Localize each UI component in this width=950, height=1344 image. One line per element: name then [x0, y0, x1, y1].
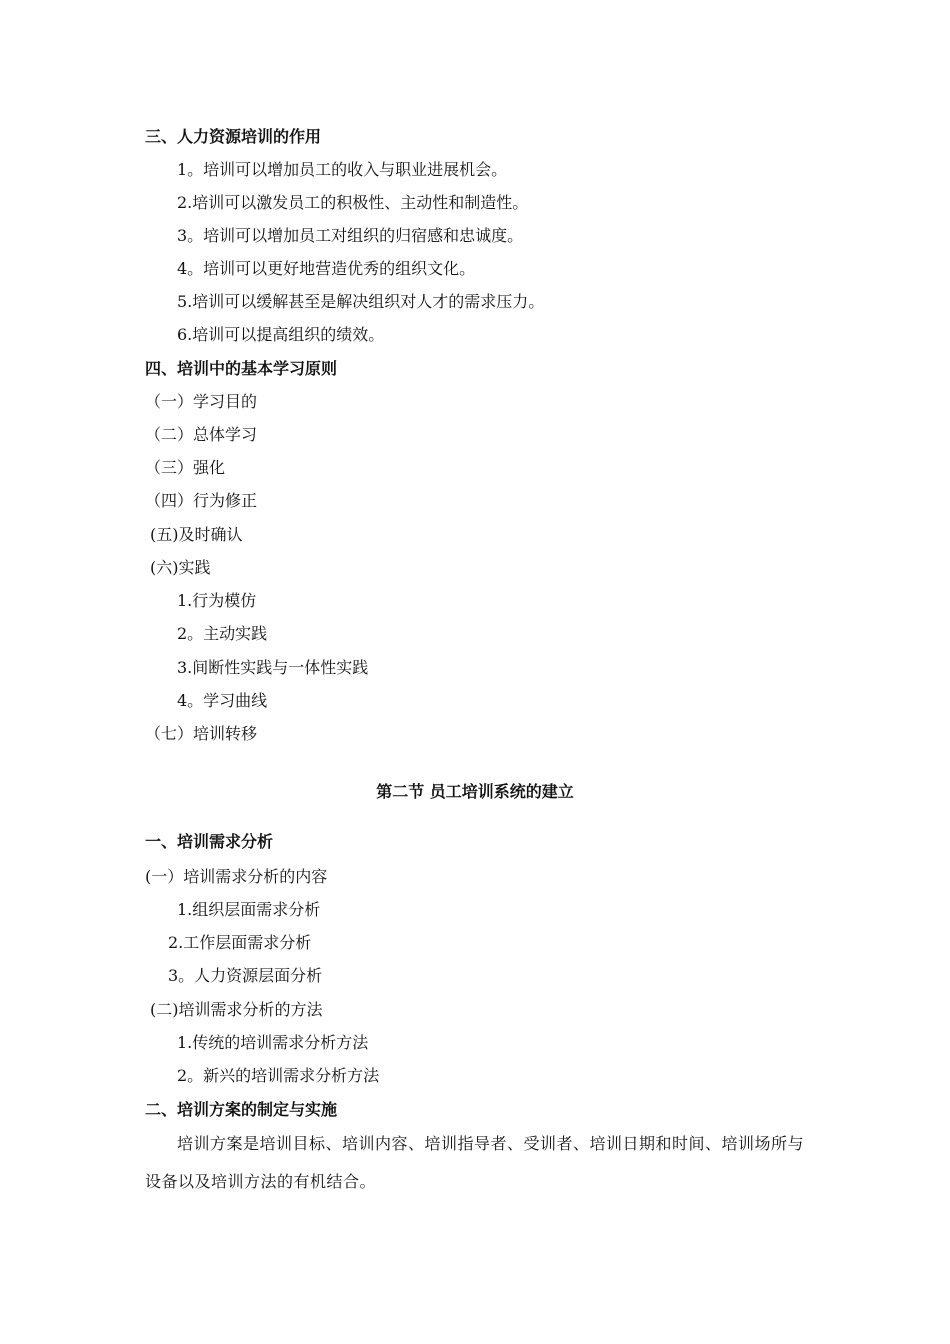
section-heading-3: 三、人力资源培训的作用 — [145, 127, 322, 146]
list-item: 5.培训可以缓解甚至是解决组织对人才的需求压力。 — [177, 292, 545, 311]
list-item: 1.传统的培训需求分析方法 — [177, 1033, 369, 1052]
list-item: 1。培训可以增加员工的收入与职业进展机会。 — [177, 160, 508, 179]
list-item: (五)及时确认 — [150, 525, 243, 544]
list-item: 4。学习曲线 — [177, 691, 268, 710]
list-item: 6.培训可以提高组织的绩效。 — [177, 325, 385, 344]
list-item: 2.培训可以激发员工的积极性、主动性和制造性。 — [177, 193, 529, 212]
chapter-title: 第二节 员工培训系统的建立 — [376, 782, 574, 801]
subsection-heading: (二)培训需求分析的方法 — [150, 1000, 323, 1019]
list-item: 3。人力资源层面分析 — [168, 966, 323, 985]
list-item: 3.间断性实践与一体性实践 — [177, 658, 369, 677]
list-item: (六)实践 — [150, 558, 211, 577]
body-paragraph: 培训方案是培训目标、培训内容、培训指导者、受训者、培训日期和时间、培训场所与设备以及培训方法的有机结合。 — [145, 1134, 805, 1191]
list-item: 1.行为模仿 — [177, 591, 257, 610]
section-heading-4: 四、培训中的基本学习原则 — [145, 359, 338, 378]
list-item: 3。培训可以增加员工对组织的归宿感和忠诚度。 — [177, 226, 524, 245]
list-item: （三）强化 — [145, 458, 226, 477]
part-heading-2: 二、培训方案的制定与实施 — [145, 1100, 338, 1119]
list-item: （四）行为修正 — [145, 491, 258, 510]
part-heading-1: 一、培训需求分析 — [145, 832, 274, 851]
subsection-heading: (一）培训需求分析的内容 — [145, 867, 328, 886]
list-item: （二）总体学习 — [145, 425, 258, 444]
list-item: 4。培训可以更好地营造优秀的组织文化。 — [177, 259, 476, 278]
list-item: 2。主动实践 — [177, 624, 268, 643]
list-item: 1.组织层面需求分析 — [177, 900, 321, 919]
list-item: （一）学习目的 — [145, 392, 258, 411]
list-item: 2.工作层面需求分析 — [168, 933, 312, 952]
list-item: （七）培训转移 — [145, 724, 258, 743]
list-item: 2。新兴的培训需求分析方法 — [177, 1066, 380, 1085]
